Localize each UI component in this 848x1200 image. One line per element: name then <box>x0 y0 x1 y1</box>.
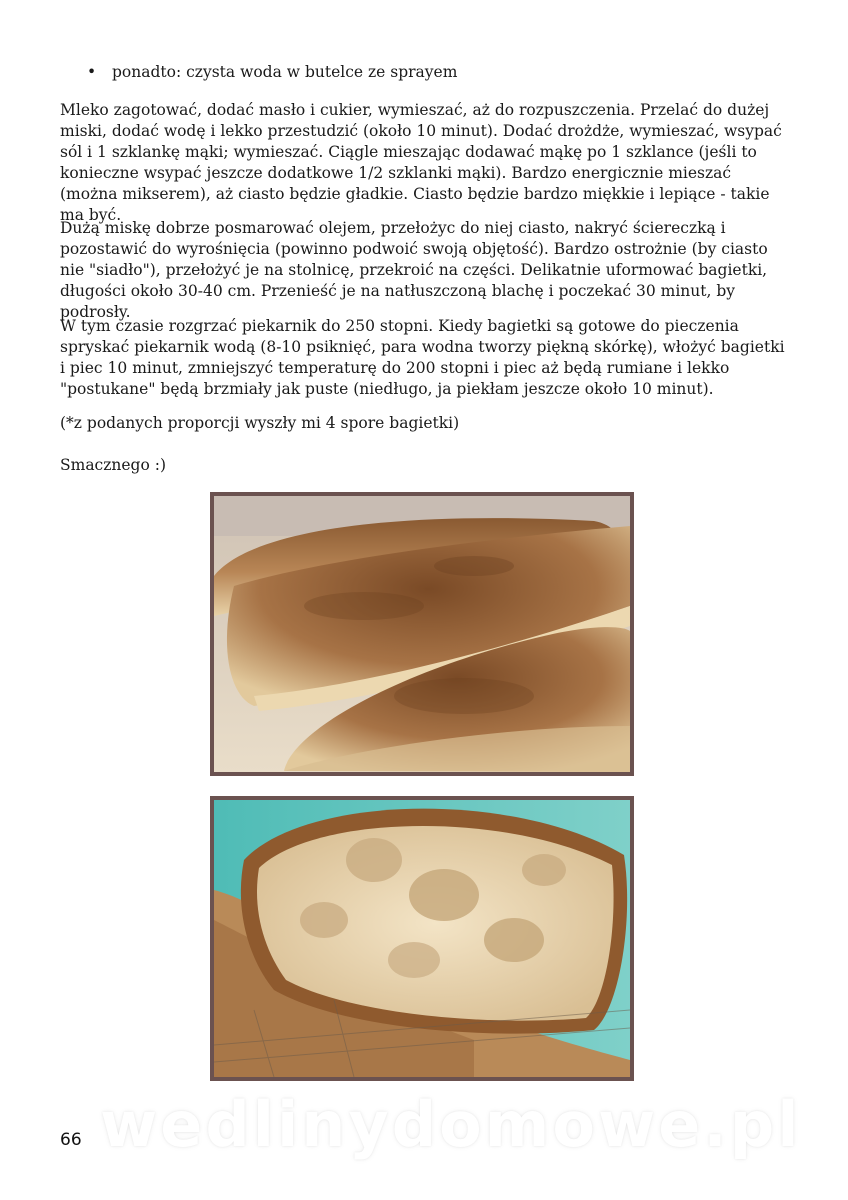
paragraph-closing: Smacznego :) <box>60 456 167 474</box>
crumb-illustration <box>214 800 630 1077</box>
ingredient-list <box>60 62 800 83</box>
paragraph-rising: Dużą miskę dobrze posmarować olejem, przełożyc do niej ciasto, nakryć ściereczką i pozostawić do wyrośnięcia (powinno podwoić swoją objętość). Bardzo ostrożnie (by ciasto nie "siadło"), przełożyć je na stolnicę, przekroić na części. Delikatnie uformować bagietki, długości około 30-40 cm. Przenieść je na natłuszczoną blachę i poczekać 30 minut, by podrosły. <box>60 219 768 321</box>
bullet-icon: • <box>87 63 97 81</box>
list-item <box>60 62 800 83</box>
baguettes-illustration <box>214 496 630 772</box>
photo-crumb <box>210 796 634 1081</box>
photo-baguettes <box>210 492 634 776</box>
page-number: 66 <box>60 1130 82 1150</box>
list-item-text: ponadto: czysta woda w butelce ze sprayem <box>112 63 458 81</box>
paragraph-baking: W tym czasie rozgrzać piekarnik do 250 stopni. Kiedy bagietki są gotowe do pieczenia spryskać piekarnik wodą (8-10 psiknięć, para wodna tworzy piękną skórkę), włożyć bagietki i piec 10 minut, zmniejszyć temperaturę do 200 stopni i piec aż będą rumiane i lekko "postukane" będą brzmiały jak puste (niedługo, ja piekłam jeszcze około 10 minut). <box>60 317 785 398</box>
paragraph-dough: Mleko zagotować, dodać masło i cukier, wymieszać, aż do rozpuszczenia. Przelać do dużej miski, dodać wodę i lekko przestudzić (około 10 minut). Dodać drożdże, wymieszać, wsypać sól i 1 szklankę mąki; wymieszać. Ciągle mieszając dodawać mąkę po 1 szklance (jeśli to konieczne wsypać jeszcze dodatkowe 1/2 szklanki mąki). Bardzo energicznie mieszać (można mikserem), aż ciasto będzie gładkie. Ciasto będzie bardzo miękkie i lepiące - takie ma być. <box>60 101 782 224</box>
watermark: wedlinydomowe.pl <box>100 1088 802 1161</box>
paragraph-note: (*z podanych proporcji wyszły mi 4 spore bagietki) <box>60 414 460 432</box>
